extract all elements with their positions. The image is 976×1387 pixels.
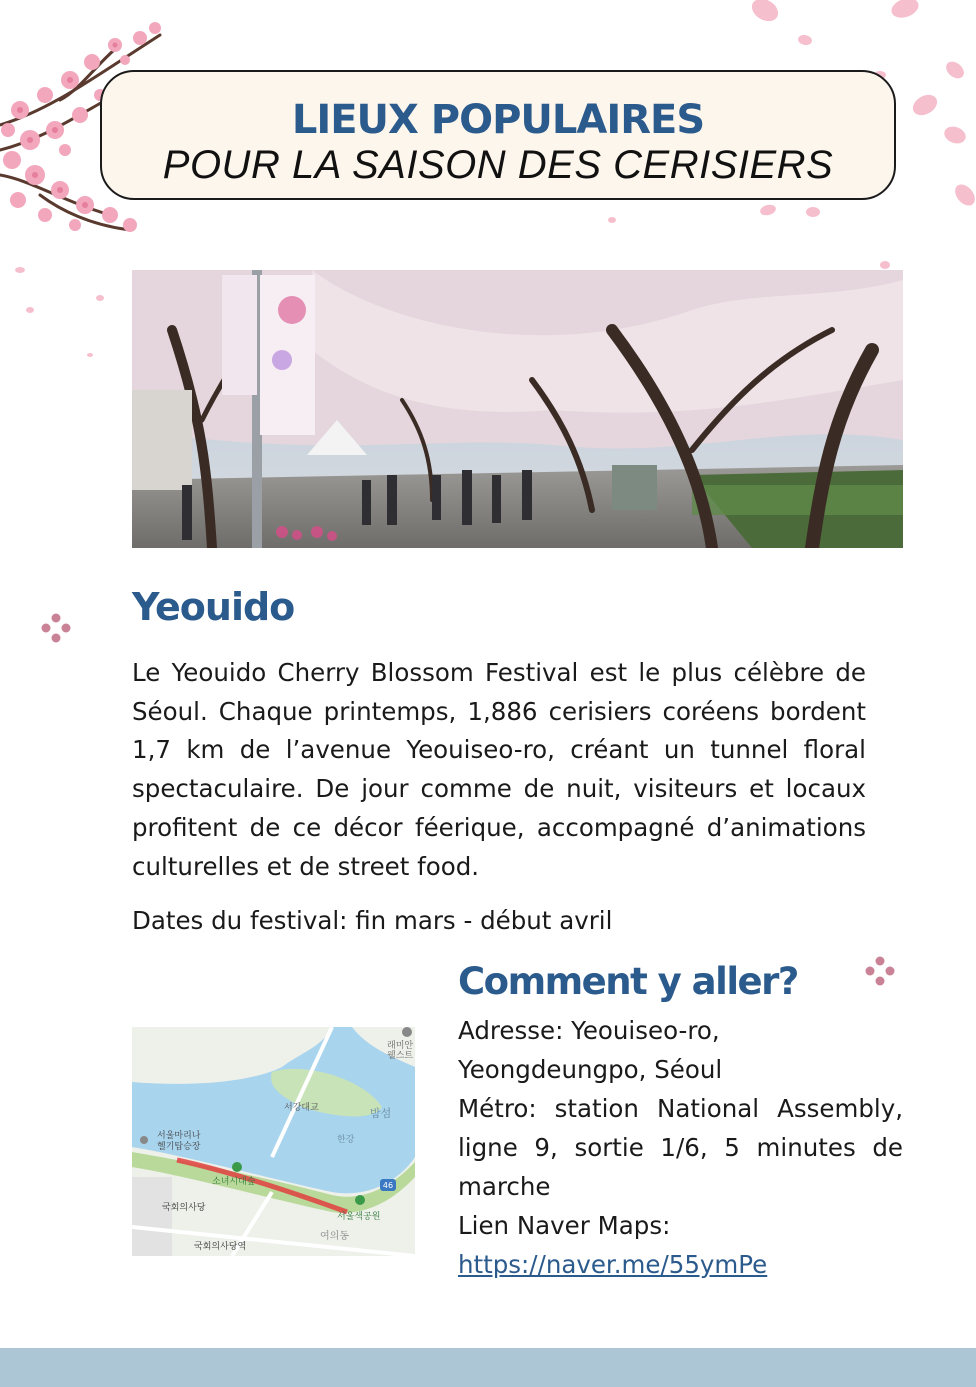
map-label-hangang: 한강 — [337, 1135, 355, 1145]
map-label-station: 국회의사당역 — [194, 1242, 247, 1252]
map-label-park-2: 서울색공원 — [337, 1212, 381, 1222]
map-label-yeouido-dong: 여의동 — [320, 1231, 349, 1242]
metro-info: Métro: station National Assembly, ligne 9, sortie 1/6, 5 minutes de marche — [458, 1094, 903, 1201]
map-label-top-right: 래미안 — [387, 1041, 414, 1051]
footer-bar — [0, 1348, 976, 1387]
address-line-1: Adresse: Yeouiseo-ro, — [458, 1016, 720, 1045]
title-line-1: LIEUX POPULAIRES — [291, 97, 705, 143]
map-label-heliport: 헬기탑승장 — [157, 1142, 201, 1152]
map-label-marina: 서울마리나 — [157, 1131, 201, 1141]
address-line-2: Yeongdeungpo, Séoul — [458, 1055, 723, 1084]
cherry-blossom-avenue-photo — [132, 270, 903, 548]
map-label-bamseom: 밤섬 — [370, 1107, 392, 1120]
title-line-2: POUR LA SAISON DES CERISIERS — [162, 143, 834, 187]
flower-cluster-icon — [862, 953, 898, 989]
section-description: Le Yeouido Cherry Blossom Festival est le plus célèbre de Séoul. Chaque printemps, 1,886 cerisiers coréens bordent 1,7 km de l’avenue Yeouiseo-ro, créant un tunnel floral spectaculaire. De jour comme de nuit, visiteurs et locaux profitent de ce décor féerique, accompagné d’animations culturelles et de street food. — [132, 658, 866, 881]
section-title: Yeouido — [132, 585, 295, 629]
festival-dates: Dates du festival: fin mars - début avril — [132, 906, 613, 935]
directions-info — [458, 1011, 903, 1284]
location-map — [132, 1027, 415, 1256]
title-banner — [100, 70, 896, 200]
map-label-route: 46 — [382, 1181, 394, 1190]
map-label-bridge: 서강대교 — [284, 1103, 319, 1113]
map-label-top-right-2: 웰스트 — [387, 1051, 414, 1061]
map-label-assembly: 국회의사당 — [162, 1203, 206, 1213]
map-label-park: 소녀시대숲 — [212, 1177, 256, 1187]
naver-maps-link[interactable]: https://naver.me/55ymPe — [458, 1250, 768, 1279]
directions-title: Comment y aller? — [458, 960, 798, 1003]
naver-link-label: Lien Naver Maps: — [458, 1211, 671, 1240]
flower-cluster-icon — [38, 610, 74, 646]
